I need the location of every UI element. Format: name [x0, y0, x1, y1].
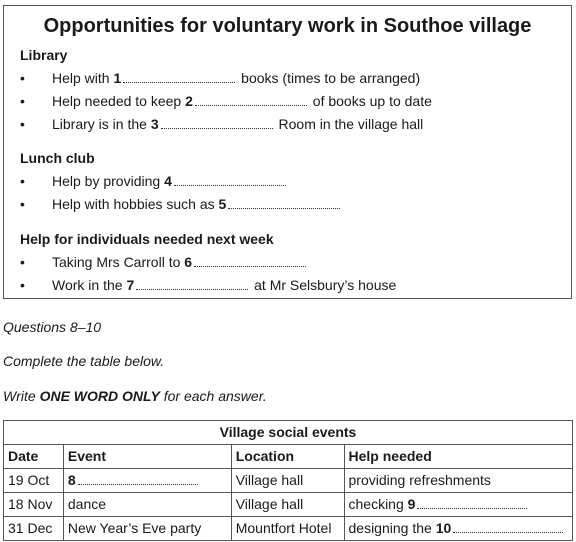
individuals-heading: Help for individuals needed next week: [20, 231, 274, 247]
notes-box: [3, 5, 572, 299]
header-location: Location: [231, 445, 344, 469]
cell-help: checking 9: [344, 493, 573, 517]
lunch-heading: Lunch club: [20, 150, 95, 166]
header-date: Date: [4, 445, 64, 469]
answer-gap-2[interactable]: [195, 95, 307, 106]
lunch-item-4: • Help by providing 4: [20, 172, 288, 190]
bullet-icon: •: [20, 277, 25, 293]
cell-date: 31 Dec: [4, 517, 64, 541]
answer-gap-10[interactable]: [453, 522, 563, 533]
answer-gap-1[interactable]: [123, 72, 235, 83]
header-event: Event: [63, 445, 231, 469]
questions-range: Questions 8–10: [3, 319, 102, 335]
questions-word-limit: Write ONE WORD ONLY for each answer.: [3, 388, 267, 404]
library-item-2: • Help needed to keep 2 of books up to date: [20, 93, 432, 109]
table-header-row: [4, 445, 573, 469]
table-row: [4, 517, 573, 541]
bullet-icon: •: [20, 254, 25, 270]
cell-date: 18 Nov: [4, 493, 64, 517]
bullet-icon: •: [20, 116, 25, 132]
cell-location: Mountfort Hotel: [231, 517, 344, 541]
bullet-icon: •: [20, 70, 25, 86]
answer-gap-6[interactable]: [194, 256, 306, 267]
library-item-1: • Help with 1 books (times to be arranged): [20, 70, 421, 86]
notes-title: Opportunities for voluntary work in Southoe village: [43, 15, 532, 37]
library-heading: Library: [20, 47, 68, 63]
answer-gap-7[interactable]: [136, 279, 248, 290]
answer-gap-9[interactable]: [417, 498, 527, 509]
cell-location: Village hall: [231, 469, 344, 493]
bullet-icon: •: [20, 93, 25, 109]
table-row: [4, 493, 573, 517]
individuals-item-6: • Taking Mrs Carroll to 6: [20, 253, 308, 271]
cell-help: designing the 10: [344, 517, 573, 541]
table-row: [4, 469, 573, 493]
bullet-icon: •: [20, 173, 25, 189]
events-table: [3, 420, 573, 541]
answer-gap-3[interactable]: [161, 118, 273, 129]
cell-location: Village hall: [231, 493, 344, 517]
table-caption: Village social events: [4, 421, 573, 445]
answer-gap-4[interactable]: [174, 175, 286, 186]
cell-help: providing refreshments: [344, 469, 573, 493]
cell-date: 19 Oct: [4, 469, 64, 493]
header-help: Help needed: [344, 445, 573, 469]
answer-gap-8[interactable]: [78, 474, 198, 485]
cell-event: New Year’s Eve party: [63, 517, 231, 541]
individuals-item-7: • Work in the 7 at Mr Selsbury’s house: [20, 277, 397, 293]
bullet-icon: •: [20, 196, 25, 212]
questions-instruction: Complete the table below.: [3, 353, 165, 369]
answer-gap-5[interactable]: [228, 198, 340, 209]
lunch-item-5: • Help with hobbies such as 5: [20, 195, 342, 213]
cell-event: dance: [63, 493, 231, 517]
library-item-3: • Library is in the 3 Room in the village hall: [20, 116, 424, 132]
cell-event: 8: [63, 469, 231, 493]
